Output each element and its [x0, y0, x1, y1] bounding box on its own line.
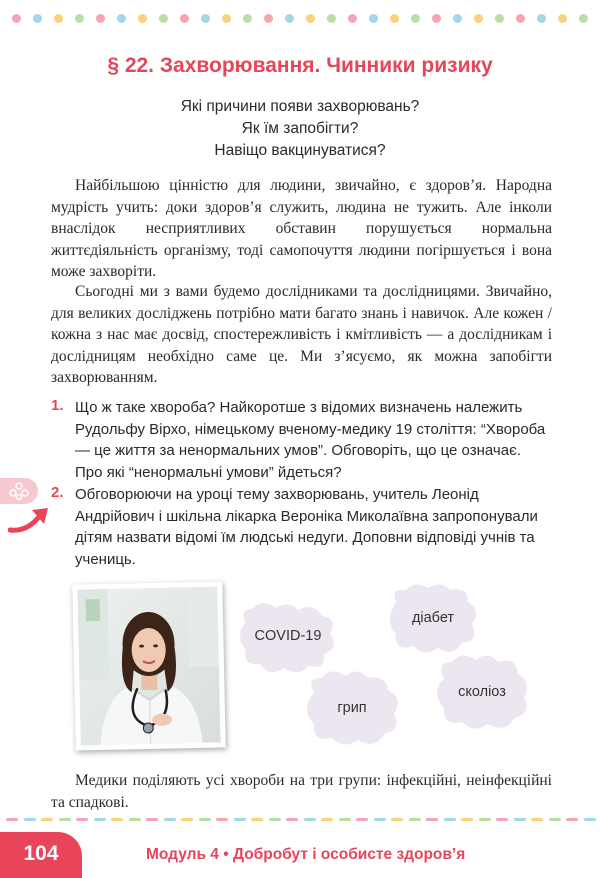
decor-dot	[495, 14, 504, 23]
decor-dot	[75, 14, 84, 23]
page-number-tab	[0, 832, 82, 878]
decor-dash	[374, 818, 386, 821]
question-line: Як їм запобігти?	[241, 120, 359, 137]
decor-dot	[138, 14, 147, 23]
decor-dash	[531, 818, 543, 821]
paragraph-intro: Найбільшою цінністю для людини, звичайно, є здоров’я. Народна мудрість учить: доки здоров’я служить, людина не тужить. Але інколи внаслідок несприятливих обставин порушується нормальна життєдіяльність організму, тоді самопочуття людини погіршується і вона може захворіти.	[51, 177, 552, 281]
disease-bubble-flu	[300, 668, 404, 750]
decor-dash	[566, 818, 578, 821]
decor-dot	[117, 14, 126, 23]
decor-dot	[558, 14, 567, 23]
decor-dash	[269, 818, 281, 821]
decor-dash	[549, 818, 561, 821]
decor-dash	[461, 818, 473, 821]
doctor-photo	[72, 581, 225, 750]
decor-dash	[496, 818, 508, 821]
guiding-questions	[0, 96, 600, 162]
decor-dot	[285, 14, 294, 23]
decor-dot	[222, 14, 231, 23]
running-footer: Модуль 4 • Добробут і особисте здоров’я	[146, 846, 466, 863]
decor-dash	[199, 818, 211, 821]
decor-dash	[146, 818, 158, 821]
decor-dash	[444, 818, 456, 821]
decor-dot	[180, 14, 189, 23]
decor-dash	[41, 818, 53, 821]
bottom-dash-border	[0, 818, 600, 824]
decor-dash	[164, 818, 176, 821]
disease-label: сколіоз	[458, 684, 506, 700]
decor-dash	[321, 818, 333, 821]
task-number: 2.	[51, 484, 64, 501]
disease-label: COVID-19	[254, 628, 322, 644]
decor-dot	[201, 14, 210, 23]
decor-dot	[327, 14, 336, 23]
decor-dash	[251, 818, 263, 821]
decor-dash	[216, 818, 228, 821]
disease-bubble-covid	[236, 600, 340, 678]
task-text: Обговорюючи на уроці тему захворювань, учитель Леонід Андрійович і шкільна лікарка Вероніка Миколаївна запропонували дітям назвати відомі їм людські недуги. Доповни відповіді учнів та учениць.	[75, 486, 538, 569]
decor-dot	[243, 14, 252, 23]
decor-dot	[54, 14, 63, 23]
paragraph-research: Сьогодні ми з вами будемо дослідниками та дослідницями. Звичайно, для великих досліджень потрібно мати багато знань і навичок. Але кожен / кожна з нас має досвід, спостережливість і кмітливість — а дослідникам і дослідницям необхідно саме це. Ми з’ясуємо, як можна запобігти захворюванням.	[51, 283, 552, 387]
decor-dash	[391, 818, 403, 821]
decor-dash	[426, 818, 438, 821]
page-number: 104	[23, 842, 59, 865]
disease-bubble-diabetes	[384, 582, 482, 658]
decor-dash	[94, 818, 106, 821]
decor-dot	[390, 14, 399, 23]
section-title: § 22. Захворювання. Чинники ризику	[107, 54, 493, 77]
paragraph-closing: Медики поділяють усі хвороби на три групи: інфекційні, неінфекційні та спадкові.	[51, 772, 552, 811]
decor-dot	[33, 14, 42, 23]
decor-dash	[59, 818, 71, 821]
arrow-pointer-icon	[8, 504, 52, 536]
task-number: 1.	[51, 397, 64, 414]
decor-dash	[234, 818, 246, 821]
disease-label: грип	[337, 700, 367, 716]
decor-dot	[516, 14, 525, 23]
decor-dot	[306, 14, 315, 23]
decor-dash	[76, 818, 88, 821]
decor-dot	[474, 14, 483, 23]
decor-dot	[432, 14, 441, 23]
decor-dash	[286, 818, 298, 821]
decor-dot	[96, 14, 105, 23]
decor-dash	[6, 818, 18, 821]
decor-dash	[24, 818, 36, 821]
decor-dot	[537, 14, 546, 23]
decor-dash	[479, 818, 491, 821]
decor-dot	[264, 14, 273, 23]
question-line: Навіщо вакцинуватися?	[214, 142, 386, 159]
decor-dash	[129, 818, 141, 821]
decor-dot	[453, 14, 462, 23]
top-dot-border	[0, 14, 600, 24]
decor-dash	[111, 818, 123, 821]
decor-dot	[579, 14, 588, 23]
decor-dash	[181, 818, 193, 821]
decor-dot	[159, 14, 168, 23]
decor-dot	[348, 14, 357, 23]
question-line: Які причини появи захворювань?	[180, 98, 420, 115]
decor-dash	[356, 818, 368, 821]
decor-dot	[12, 14, 21, 23]
decor-dash	[339, 818, 351, 821]
decor-dot	[411, 14, 420, 23]
decor-dash	[584, 818, 596, 821]
group-work-icon	[0, 478, 38, 504]
decor-dash	[514, 818, 526, 821]
decor-dash	[409, 818, 421, 821]
decor-dash	[304, 818, 316, 821]
decor-dot	[369, 14, 378, 23]
task-text: Що ж таке хвороба? Найкоротше з відомих визначень належить Рудольфу Вірхо, німецькому вченому-медику 19 століття: “Хвороба — це життя за ненормальних умов”. Обговоріть, що це означає. Про які “ненормальні умови” йдеться?	[75, 399, 546, 482]
disease-label: діабет	[411, 610, 455, 626]
disease-bubble-scoliosis	[432, 652, 532, 734]
